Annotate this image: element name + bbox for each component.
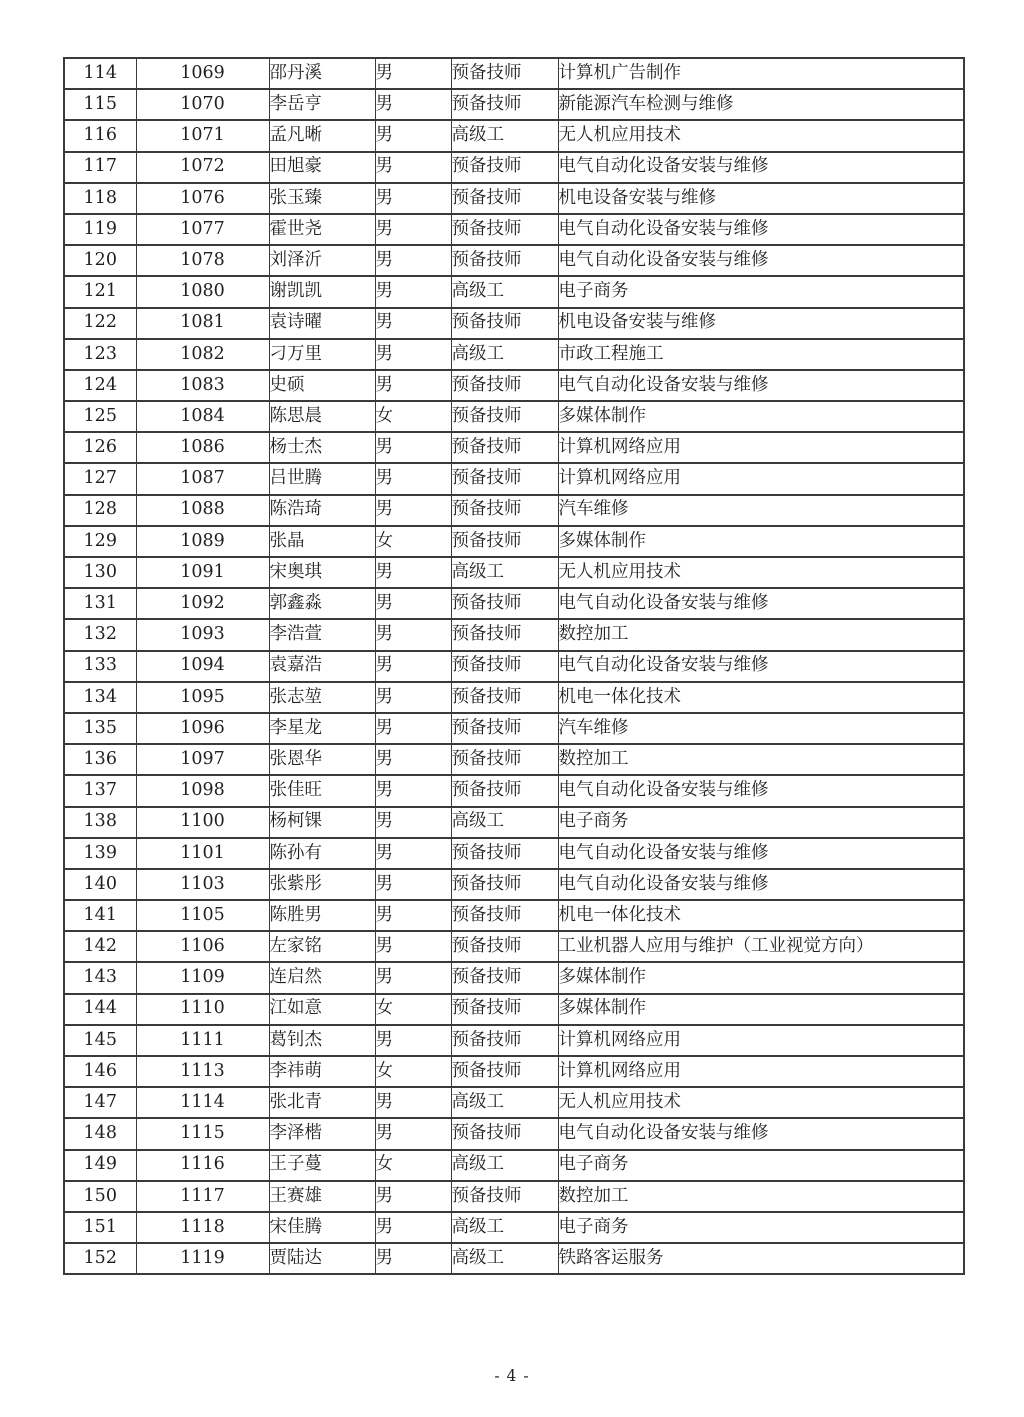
row-number-cell: 141 — [64, 900, 136, 931]
gender-cell: 男 — [375, 495, 451, 526]
major-cell: 电气自动化设备安装与维修 — [558, 152, 964, 183]
name-cell: 王子蔓 — [269, 1150, 375, 1181]
student-id-cell: 1089 — [136, 526, 269, 557]
name-cell: 刘泽沂 — [269, 245, 375, 276]
level-cell: 高级工 — [451, 557, 558, 588]
name-cell: 陈浩琦 — [269, 495, 375, 526]
table-row — [64, 994, 964, 1025]
student-id-cell: 1111 — [136, 1025, 269, 1056]
level-cell: 预备技师 — [451, 651, 558, 682]
student-id-cell: 1081 — [136, 308, 269, 339]
table-row — [64, 713, 964, 744]
major-cell: 数控加工 — [558, 744, 964, 775]
row-number-cell: 140 — [64, 869, 136, 900]
level-cell: 预备技师 — [451, 1181, 558, 1212]
table-row — [64, 214, 964, 245]
major-cell: 无人机应用技术 — [558, 120, 964, 151]
row-number-cell: 120 — [64, 245, 136, 276]
name-cell: 陈思晨 — [269, 401, 375, 432]
gender-cell: 男 — [375, 1025, 451, 1056]
table-row — [64, 152, 964, 183]
table-row — [64, 58, 964, 89]
gender-cell: 男 — [375, 651, 451, 682]
level-cell: 高级工 — [451, 120, 558, 151]
row-number-cell: 121 — [64, 276, 136, 307]
major-cell: 电气自动化设备安装与维修 — [558, 1118, 964, 1149]
row-number-cell: 151 — [64, 1212, 136, 1243]
name-cell: 张北青 — [269, 1087, 375, 1118]
major-cell: 机电设备安装与维修 — [558, 308, 964, 339]
gender-cell: 男 — [375, 1212, 451, 1243]
row-number-cell: 119 — [64, 214, 136, 245]
name-cell: 左家铭 — [269, 931, 375, 962]
gender-cell: 男 — [375, 1181, 451, 1212]
gender-cell: 男 — [375, 276, 451, 307]
table-row — [64, 339, 964, 370]
major-cell: 计算机网络应用 — [558, 463, 964, 494]
major-cell: 计算机网络应用 — [558, 432, 964, 463]
name-cell: 李泽楷 — [269, 1118, 375, 1149]
gender-cell: 女 — [375, 1056, 451, 1087]
table-row — [64, 308, 964, 339]
table-row — [64, 245, 964, 276]
table-row — [64, 276, 964, 307]
row-number-cell: 150 — [64, 1181, 136, 1212]
name-cell: 史硕 — [269, 370, 375, 401]
level-cell: 预备技师 — [451, 432, 558, 463]
table-row — [64, 183, 964, 214]
level-cell: 预备技师 — [451, 838, 558, 869]
table-row — [64, 370, 964, 401]
row-number-cell: 126 — [64, 432, 136, 463]
table-row — [64, 807, 964, 838]
level-cell: 预备技师 — [451, 58, 558, 89]
table-row — [64, 526, 964, 557]
table-row — [64, 1243, 964, 1274]
gender-cell: 女 — [375, 1150, 451, 1181]
name-cell: 陈孙有 — [269, 838, 375, 869]
major-cell: 数控加工 — [558, 619, 964, 650]
major-cell: 工业机器人应用与维护（工业视觉方向） — [558, 931, 964, 962]
student-id-cell: 1078 — [136, 245, 269, 276]
major-cell: 计算机网络应用 — [558, 1056, 964, 1087]
level-cell: 高级工 — [451, 1243, 558, 1274]
student-id-cell: 1116 — [136, 1150, 269, 1181]
level-cell: 预备技师 — [451, 370, 558, 401]
gender-cell: 男 — [375, 619, 451, 650]
table-row — [64, 775, 964, 806]
name-cell: 张恩华 — [269, 744, 375, 775]
level-cell: 预备技师 — [451, 869, 558, 900]
level-cell: 预备技师 — [451, 463, 558, 494]
student-id-cell: 1088 — [136, 495, 269, 526]
gender-cell: 男 — [375, 308, 451, 339]
major-cell: 电气自动化设备安装与维修 — [558, 775, 964, 806]
gender-cell: 男 — [375, 744, 451, 775]
row-number-cell: 125 — [64, 401, 136, 432]
student-id-cell: 1071 — [136, 120, 269, 151]
row-number-cell: 145 — [64, 1025, 136, 1056]
major-cell: 多媒体制作 — [558, 401, 964, 432]
student-id-cell: 1119 — [136, 1243, 269, 1274]
gender-cell: 男 — [375, 183, 451, 214]
student-id-cell: 1113 — [136, 1056, 269, 1087]
major-cell: 电子商务 — [558, 1150, 964, 1181]
table-row — [64, 1025, 964, 1056]
major-cell: 电气自动化设备安装与维修 — [558, 838, 964, 869]
name-cell: 杨柯锞 — [269, 807, 375, 838]
gender-cell: 男 — [375, 713, 451, 744]
row-number-cell: 116 — [64, 120, 136, 151]
level-cell: 高级工 — [451, 1212, 558, 1243]
student-id-cell: 1083 — [136, 370, 269, 401]
level-cell: 预备技师 — [451, 152, 558, 183]
row-number-cell: 117 — [64, 152, 136, 183]
gender-cell: 男 — [375, 557, 451, 588]
row-number-cell: 136 — [64, 744, 136, 775]
student-id-cell: 1110 — [136, 994, 269, 1025]
row-number-cell: 152 — [64, 1243, 136, 1274]
name-cell: 葛钊杰 — [269, 1025, 375, 1056]
row-number-cell: 124 — [64, 370, 136, 401]
student-roster-table — [63, 57, 965, 1275]
major-cell: 电气自动化设备安装与维修 — [558, 214, 964, 245]
row-number-cell: 131 — [64, 588, 136, 619]
student-id-cell: 1084 — [136, 401, 269, 432]
row-number-cell: 130 — [64, 557, 136, 588]
name-cell: 邵丹溪 — [269, 58, 375, 89]
name-cell: 霍世尧 — [269, 214, 375, 245]
table-row — [64, 651, 964, 682]
table-row — [64, 869, 964, 900]
name-cell: 孟凡晰 — [269, 120, 375, 151]
gender-cell: 男 — [375, 214, 451, 245]
gender-cell: 男 — [375, 962, 451, 993]
gender-cell: 男 — [375, 588, 451, 619]
student-id-cell: 1072 — [136, 152, 269, 183]
table-row — [64, 838, 964, 869]
student-id-cell: 1069 — [136, 58, 269, 89]
gender-cell: 女 — [375, 401, 451, 432]
level-cell: 预备技师 — [451, 214, 558, 245]
student-id-cell: 1109 — [136, 962, 269, 993]
gender-cell: 男 — [375, 245, 451, 276]
row-number-cell: 129 — [64, 526, 136, 557]
gender-cell: 男 — [375, 682, 451, 713]
name-cell: 郭鑫淼 — [269, 588, 375, 619]
table-row — [64, 1212, 964, 1243]
name-cell: 田旭豪 — [269, 152, 375, 183]
table-row — [64, 557, 964, 588]
level-cell: 预备技师 — [451, 1025, 558, 1056]
major-cell: 电气自动化设备安装与维修 — [558, 370, 964, 401]
table-row — [64, 463, 964, 494]
student-id-cell: 1091 — [136, 557, 269, 588]
table-row — [64, 1150, 964, 1181]
level-cell: 预备技师 — [451, 401, 558, 432]
student-id-cell: 1096 — [136, 713, 269, 744]
table-row — [64, 682, 964, 713]
row-number-cell: 142 — [64, 931, 136, 962]
name-cell: 宋佳腾 — [269, 1212, 375, 1243]
row-number-cell: 134 — [64, 682, 136, 713]
name-cell: 连启然 — [269, 962, 375, 993]
student-id-cell: 1086 — [136, 432, 269, 463]
student-id-cell: 1118 — [136, 1212, 269, 1243]
gender-cell: 女 — [375, 526, 451, 557]
row-number-cell: 149 — [64, 1150, 136, 1181]
gender-cell: 男 — [375, 120, 451, 151]
major-cell: 多媒体制作 — [558, 994, 964, 1025]
table-row — [64, 744, 964, 775]
table-row — [64, 120, 964, 151]
name-cell: 贾陆达 — [269, 1243, 375, 1274]
level-cell: 高级工 — [451, 807, 558, 838]
level-cell: 高级工 — [451, 339, 558, 370]
row-number-cell: 123 — [64, 339, 136, 370]
gender-cell: 男 — [375, 370, 451, 401]
major-cell: 新能源汽车检测与维修 — [558, 89, 964, 120]
row-number-cell: 147 — [64, 1087, 136, 1118]
level-cell: 预备技师 — [451, 994, 558, 1025]
level-cell: 预备技师 — [451, 962, 558, 993]
level-cell: 预备技师 — [451, 1118, 558, 1149]
student-id-cell: 1080 — [136, 276, 269, 307]
major-cell: 市政工程施工 — [558, 339, 964, 370]
level-cell: 高级工 — [451, 276, 558, 307]
level-cell: 预备技师 — [451, 183, 558, 214]
level-cell: 预备技师 — [451, 713, 558, 744]
major-cell: 数控加工 — [558, 1181, 964, 1212]
major-cell: 多媒体制作 — [558, 526, 964, 557]
row-number-cell: 137 — [64, 775, 136, 806]
row-number-cell: 132 — [64, 619, 136, 650]
row-number-cell: 114 — [64, 58, 136, 89]
row-number-cell: 118 — [64, 183, 136, 214]
row-number-cell: 127 — [64, 463, 136, 494]
table-row — [64, 588, 964, 619]
major-cell: 多媒体制作 — [558, 962, 964, 993]
major-cell: 电子商务 — [558, 276, 964, 307]
major-cell: 电气自动化设备安装与维修 — [558, 651, 964, 682]
gender-cell: 男 — [375, 838, 451, 869]
student-id-cell: 1095 — [136, 682, 269, 713]
row-number-cell: 128 — [64, 495, 136, 526]
name-cell: 袁诗曜 — [269, 308, 375, 339]
name-cell: 张晶 — [269, 526, 375, 557]
table-row — [64, 1087, 964, 1118]
student-id-cell: 1106 — [136, 931, 269, 962]
student-id-cell: 1070 — [136, 89, 269, 120]
major-cell: 计算机网络应用 — [558, 1025, 964, 1056]
table-row — [64, 1056, 964, 1087]
gender-cell: 男 — [375, 775, 451, 806]
student-id-cell: 1114 — [136, 1087, 269, 1118]
student-id-cell: 1097 — [136, 744, 269, 775]
student-id-cell: 1094 — [136, 651, 269, 682]
gender-cell: 男 — [375, 58, 451, 89]
table-row — [64, 900, 964, 931]
table-row — [64, 1118, 964, 1149]
major-cell: 电气自动化设备安装与维修 — [558, 869, 964, 900]
major-cell: 汽车维修 — [558, 713, 964, 744]
level-cell: 高级工 — [451, 1087, 558, 1118]
major-cell: 汽车维修 — [558, 495, 964, 526]
gender-cell: 女 — [375, 994, 451, 1025]
student-id-cell: 1101 — [136, 838, 269, 869]
name-cell: 张佳旺 — [269, 775, 375, 806]
row-number-cell: 143 — [64, 962, 136, 993]
level-cell: 预备技师 — [451, 931, 558, 962]
row-number-cell: 133 — [64, 651, 136, 682]
student-id-cell: 1076 — [136, 183, 269, 214]
page-number: - 4 - — [494, 1367, 530, 1385]
name-cell: 袁嘉浩 — [269, 651, 375, 682]
name-cell: 李浩萱 — [269, 619, 375, 650]
row-number-cell: 146 — [64, 1056, 136, 1087]
major-cell: 电气自动化设备安装与维修 — [558, 588, 964, 619]
gender-cell: 男 — [375, 339, 451, 370]
level-cell: 预备技师 — [451, 900, 558, 931]
row-number-cell: 138 — [64, 807, 136, 838]
level-cell: 预备技师 — [451, 682, 558, 713]
level-cell: 预备技师 — [451, 495, 558, 526]
student-id-cell: 1082 — [136, 339, 269, 370]
table-row — [64, 962, 964, 993]
major-cell: 电子商务 — [558, 807, 964, 838]
row-number-cell: 148 — [64, 1118, 136, 1149]
table-row — [64, 1181, 964, 1212]
name-cell: 李祎萌 — [269, 1056, 375, 1087]
name-cell: 宋奥琪 — [269, 557, 375, 588]
name-cell: 张玉臻 — [269, 183, 375, 214]
row-number-cell: 115 — [64, 89, 136, 120]
name-cell: 陈胜男 — [269, 900, 375, 931]
gender-cell: 男 — [375, 463, 451, 494]
name-cell: 刁万里 — [269, 339, 375, 370]
gender-cell: 男 — [375, 1087, 451, 1118]
gender-cell: 男 — [375, 89, 451, 120]
student-id-cell: 1087 — [136, 463, 269, 494]
table-row — [64, 931, 964, 962]
student-id-cell: 1115 — [136, 1118, 269, 1149]
level-cell: 预备技师 — [451, 619, 558, 650]
table-row — [64, 619, 964, 650]
major-cell: 计算机广告制作 — [558, 58, 964, 89]
level-cell: 预备技师 — [451, 1056, 558, 1087]
name-cell: 谢凯凯 — [269, 276, 375, 307]
level-cell: 预备技师 — [451, 744, 558, 775]
level-cell: 预备技师 — [451, 308, 558, 339]
student-id-cell: 1098 — [136, 775, 269, 806]
name-cell: 王赛雄 — [269, 1181, 375, 1212]
student-id-cell: 1117 — [136, 1181, 269, 1212]
major-cell: 电子商务 — [558, 1212, 964, 1243]
level-cell: 预备技师 — [451, 588, 558, 619]
name-cell: 杨士杰 — [269, 432, 375, 463]
level-cell: 高级工 — [451, 1150, 558, 1181]
row-number-cell: 135 — [64, 713, 136, 744]
row-number-cell: 144 — [64, 994, 136, 1025]
name-cell: 李岳亨 — [269, 89, 375, 120]
table-row — [64, 495, 964, 526]
name-cell: 江如意 — [269, 994, 375, 1025]
level-cell: 预备技师 — [451, 89, 558, 120]
student-id-cell: 1105 — [136, 900, 269, 931]
name-cell: 张志堃 — [269, 682, 375, 713]
level-cell: 预备技师 — [451, 526, 558, 557]
level-cell: 预备技师 — [451, 775, 558, 806]
name-cell: 李星龙 — [269, 713, 375, 744]
major-cell: 无人机应用技术 — [558, 1087, 964, 1118]
student-id-cell: 1093 — [136, 619, 269, 650]
level-cell: 预备技师 — [451, 245, 558, 276]
table-row — [64, 89, 964, 120]
gender-cell: 男 — [375, 1118, 451, 1149]
row-number-cell: 122 — [64, 308, 136, 339]
name-cell: 吕世腾 — [269, 463, 375, 494]
gender-cell: 男 — [375, 807, 451, 838]
gender-cell: 男 — [375, 869, 451, 900]
major-cell: 铁路客运服务 — [558, 1243, 964, 1274]
student-id-cell: 1103 — [136, 869, 269, 900]
gender-cell: 男 — [375, 900, 451, 931]
gender-cell: 男 — [375, 1243, 451, 1274]
gender-cell: 男 — [375, 152, 451, 183]
student-id-cell: 1100 — [136, 807, 269, 838]
gender-cell: 男 — [375, 931, 451, 962]
student-id-cell: 1077 — [136, 214, 269, 245]
major-cell: 机电一体化技术 — [558, 682, 964, 713]
major-cell: 电气自动化设备安装与维修 — [558, 245, 964, 276]
major-cell: 机电设备安装与维修 — [558, 183, 964, 214]
student-id-cell: 1092 — [136, 588, 269, 619]
major-cell: 机电一体化技术 — [558, 900, 964, 931]
major-cell: 无人机应用技术 — [558, 557, 964, 588]
table-row — [64, 401, 964, 432]
gender-cell: 男 — [375, 432, 451, 463]
row-number-cell: 139 — [64, 838, 136, 869]
name-cell: 张紫彤 — [269, 869, 375, 900]
table-row — [64, 432, 964, 463]
